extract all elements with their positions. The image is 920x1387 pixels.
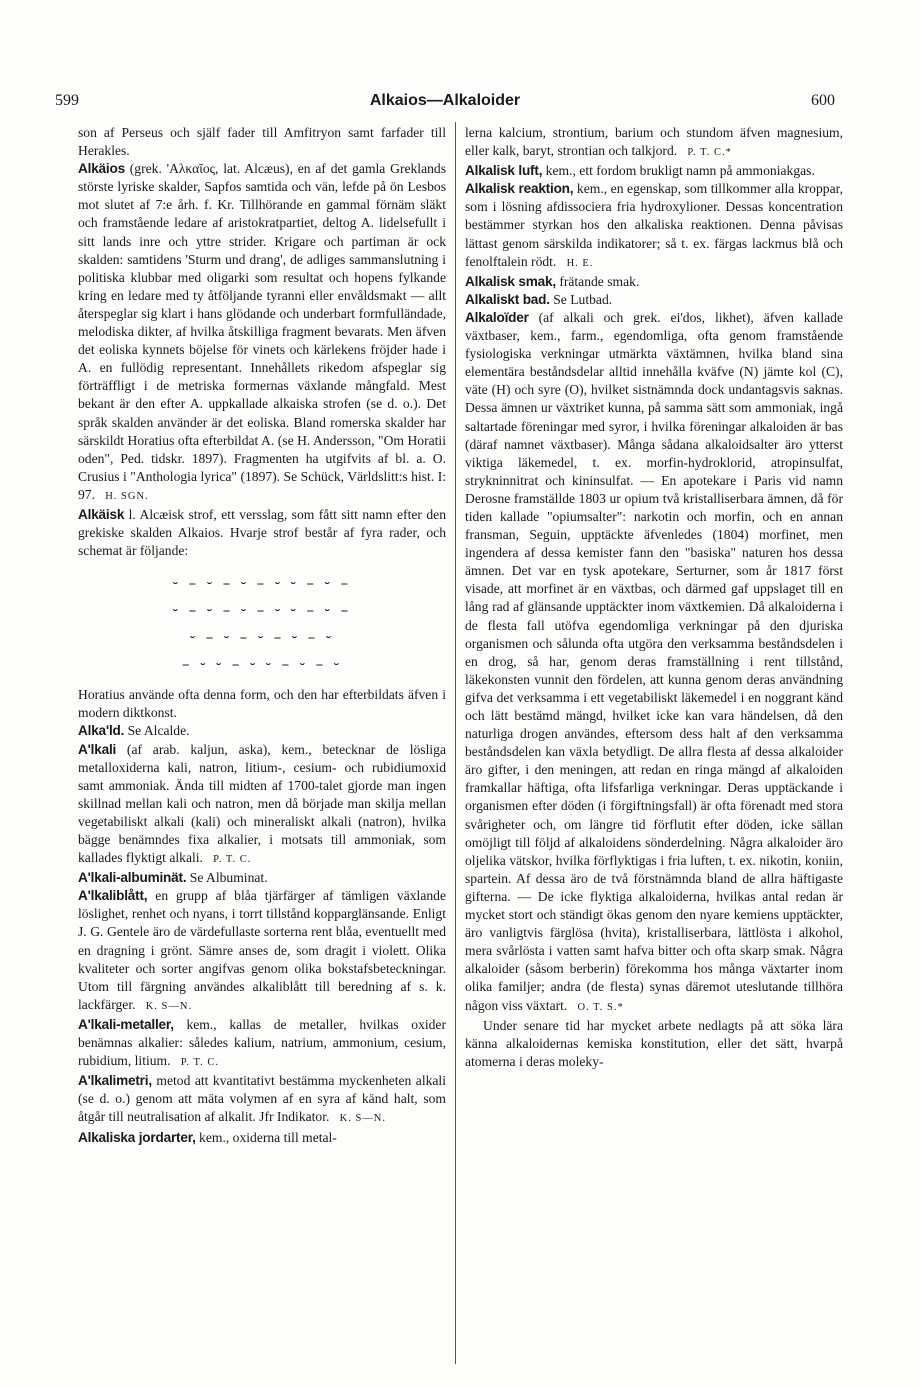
meter-line: – ⏑ ⏑ – ⏑ ⏑ – ⏑ – ⏑	[182, 655, 342, 674]
author-signature: O. T. S.*	[577, 1001, 624, 1013]
meter-line: ⏑ – ⏑ – ⏑ – ⏑ – ⏑	[189, 628, 335, 647]
entry-headword: Alkäios	[78, 161, 125, 177]
author-signature: P. T. C.	[180, 1057, 219, 1069]
entry-text: son af Perseus och själf fader till Amfitryon samt farfader till Herakles.	[78, 125, 446, 159]
entry-text: Se Lutbad.	[549, 291, 613, 307]
column-divider	[455, 122, 456, 1364]
dictionary-entry	[78, 869, 446, 887]
running-title: Alkaios—Alkaloider	[369, 92, 521, 109]
entry-text: en grupp af blåa tjärfärger af tämligen växlande löslighet, renhet och nyans, i torrt tillstånd kopparglänsande. Enligt J. G. Gentele äro de värdefullaste sorterna rent blåa, eventuellt med en dragning i grönt. Sämre anses de, som dragit i violett. Olika kvaliteter och sorter angifvas genom olika bokstafsbeteckningar. Utom till färgning användes alkaliblått till beredning af s. k. lackfärger.	[78, 888, 446, 1012]
entry-headword: A'lkali-albuminät.	[78, 870, 187, 886]
dictionary-entry	[465, 291, 843, 309]
author-signature: K. S—N.	[339, 1113, 386, 1125]
entry-headword: Alkäisk	[78, 506, 125, 522]
left-page-number: 599	[55, 92, 79, 109]
dictionary-entry	[465, 180, 843, 272]
dictionary-entry	[465, 162, 843, 180]
dictionary-entry	[465, 273, 843, 291]
text-paragraph	[465, 124, 843, 162]
entry-headword: A'lkaliblått,	[78, 888, 148, 904]
right-page-number: 600	[811, 92, 835, 109]
author-signature: P. T. C.*	[687, 147, 732, 159]
dictionary-entry	[78, 506, 446, 560]
entry-text: metod att kvantitativt bestämma myckenheten alkali (se d. o.) genom att mäta volymen af en syra af känd halt, som åtgår till neutralisation af alkalit. Jfr Indikator.	[78, 1073, 446, 1125]
entry-text: Horatius använde ofta denna form, och den har efterbildats äfven i modern diktkonst.	[78, 687, 446, 721]
dictionary-entry	[78, 1072, 446, 1128]
entry-headword: Alkalisk luft,	[465, 163, 543, 179]
dictionary-entry	[78, 887, 446, 1016]
entry-text: lerna kalcium, strontium, barium och stundom äfven magnesium, eller kalk, baryt, strontian och talkjord.	[465, 125, 843, 159]
entry-text: frätande smak.	[555, 273, 640, 289]
author-signature: P. T. C.	[213, 854, 252, 866]
meter-line: ⏑ – ⏑ – ⏑ – ⏑ ⏑ – ⏑ –	[172, 574, 352, 593]
dictionary-entry	[78, 1016, 446, 1072]
author-signature: K. S—N.	[145, 1000, 193, 1012]
dictionary-entry	[78, 160, 446, 506]
entry-headword: Alkalisk smak,	[465, 273, 556, 289]
author-signature: H. E.	[566, 257, 594, 269]
text-paragraph	[78, 686, 446, 722]
entry-headword: Alkaliskt bad.	[465, 291, 550, 307]
entry-text: kem., oxiderna till metal-	[195, 1129, 337, 1145]
entry-text: l. Alcæisk strof, ett versslag, som fått sitt namn efter den grekiske skalden Alkaios. Hvarje strof består af fyra rader, och schemat är följande:	[78, 506, 446, 559]
entry-text: (grek. 'Αλκαῖος, lat. Alcæus), en af det gamla Greklands störste lyriske skalder, Sapfos samtida och vän, lefde på ön Lesbos mot slutet af 7:e årh. f. Kr. Tillhörande en gammal förnäm släkt och framstående ledare af aristokratpartiet, deltog A. lidelsefullt i sitt lands inre och yttre strider. Krigare och partiman är ock skalden: samtidens 'Sturm und drang', de adliges sammanslutning i politiska klubbar med oligarki som resultat och hopens fylkande kring en ledare med ty åtföljande tyranni eller envåldsmakt — allt återspeglar sig klart i hans glödande och underbart formfulländade, melodiska dikter, af hvilka åtskilliga fragment bevarats. Men äfven det eoliska kynnets böjelse för vinets och kärlekens fröjder hade i A. en fullödig representant. Innehållets rikedom afspeglar sig förträffligt i de metriska formernas växlande mångfald. Mest bekant är den efter A. uppkallade alkaiska strofen (se d. o.). Det språk skalden använder är det eoliska. Bland romerska skalder har särskildt Horatius ofta efterbildat A. (se H. Andersson, "Om Horatii oden", Ped. tidskr. 1897). Fragmenten ha utgifvits af bl. a. O. Crusius i "Anthologia lyrica" (1897). Se Schück, Världslitt:s hist. I: 97.	[78, 161, 446, 502]
entry-headword: Alkaliska jordarter,	[78, 1129, 196, 1145]
left-column	[78, 124, 446, 1147]
entry-text: Se Albuminat.	[186, 870, 268, 886]
right-column	[465, 124, 843, 1071]
text-paragraph	[78, 124, 446, 160]
dictionary-entry	[78, 741, 446, 870]
text-paragraph	[465, 1017, 843, 1071]
entry-headword: A'lkalimetri,	[78, 1073, 152, 1089]
entry-headword: Alka'ld.	[78, 723, 125, 739]
dictionary-entry	[78, 722, 446, 740]
page-header	[55, 92, 835, 114]
entry-headword: Alkalisk reaktion,	[465, 181, 574, 197]
entry-text: kem., kallas de metaller, hvilkas oxider benämnas alkalier: således kalium, natrium, ammonium, cesium, rubidium, litium.	[78, 1016, 446, 1069]
dictionary-entry	[465, 309, 843, 1017]
metrical-scheme	[78, 570, 446, 678]
entry-text: kem., en egenskap, som tillkommer alla kroppar, som i lösning afdissociera fria hydroxylioner. Dessas koncentration bestämmer styrkan hos den alkaliska reaktionen. Denna påvisas lättast genom särskilda indikatorer; så t. ex. färgas lackmus blå och fenolftalein rödt.	[465, 181, 843, 269]
dictionary-entry	[78, 1129, 446, 1147]
meter-line: ⏑ – ⏑ – ⏑ – ⏑ ⏑ – ⏑ –	[172, 601, 352, 620]
entry-headword: Alkaloïder	[465, 309, 529, 325]
entry-text: kem., ett fordom brukligt namn på ammoniakgas.	[542, 163, 815, 179]
entry-headword: A'lkali	[78, 741, 117, 757]
entry-text: Under senare tid har mycket arbete nedlagts på att söka lära känna alkaloidernas kemiska konstitution, eller det sätt, hvarpå atomerna i deras moleky-	[465, 1017, 843, 1069]
entry-text: (af arab. kaljun, aska), kem., betecknar de lösliga metalloxiderna kali, natron, litium-, cesium- och rubidiumoxid samt ammoniak. Ända till midten af 1700-talet gjorde man ingen skillnad mellan kali och natron, men då började man skilja mellan vegetabiliskt alkali (kali) och mineraliskt alkali (natron), hvilka bägge benämndes fixa alkalier, i motsats till ammoniak, som kallades flyktigt alkali.	[78, 741, 446, 866]
entry-text: Se Alcalde.	[124, 723, 190, 739]
entry-text: (af alkali och grek. ei'dos, likhet), äfven kallade växtbaser, kem., farm., egendomliga, ofta genom framstående fysiologiska verkningar utmärkta växtämnen, hvilka bland sina elementära beståndsdelar alltid innehålla kväfve (N) jämte kol (C), väte (H) och syre (O), hvilket sistnämnda dock undantagsvis saknas. Dessa ämnen ur växtriket kunna, på samma sätt som ammoniak, ingå saltartade föreningar med syror, i hvilka föreningar alkaloiden är bas (däraf namnet växtbaser). Många sådana alkaloidsalter äro ytterst viktiga läkemedel, t. ex. morfin-hydroklorid, atropinsulfat, strykninnitrat och kininsulfat. — En apotekare i Paris vid namn Derosne framställde 1803 ur opium två kristalliserbara ämnen, då för tiden kallade "opiumsalter": narkotin och morfin, och en annan fransman, Seguin, upptäckte äfvenledes (1804) morfinet, men ingendera af dessa kemister fann den "basiska" naturen hos dessa ämnen. Det var en tysk apotekare, Serturner, som år 1817 först visade, att morfinet är en växtbas, och därmed gaf uppslaget till en lång rad af glänsande upptäckter inom växtkemien. Då alkaloiderna i de flesta fall utöfva egendomliga verkningar på den djuriska organismen och sålunda ofta utgöra den verksamma beståndsdelen i en drog, så har, genom deras framställning i rent tillstånd, läkekonsten vunnit den fördelen, att kunna genom deras användning gifva det verksamma i ett vegetabiliskt läkemedel i en noggrant känd och lätt bestämd mängd, hvilket icke kan vara händelsen, då den naturliga drogen användes, eftersom dess halt af den verksamma beståndsdelen kan växla betydligt. De allra flesta af dessa alkaloider äro gifter, i den meningen, att redan en ringa mängd af alkaloiden framkallar häftiga, ofta lifsfarliga verkningar. Deras upptäckande i organismen efter döden (i förgiftningsfall) är ofta förenadt med stora svårigheter och, om längre tid förflutit efter döden, icke sällan omöjligt till följd af alkaloidens sönderdelning. Några alkaloider äro oljelika vätskor, hvilka förflyktigas i fria luften, t. ex. nikotin, koniin, spartein. Af dessa äro de två förstnämnda bland de allra häftigaste gifterna. — De icke flyktiga alkaloiderna, hvilkas antal redan är mycket stort och ständigt ökas genom den nyare kemiens upptäckter, äro vanligtvis färglösa (hvita), kristalliserbara, lättlösta i alkohol, mera svårlösta i vatten samt hafva bitter och ofta skarp smak. Några alkaloider (såsom berberin) förekomma hos många växtarter inom olika familjer; andra (de flesta) synas däremot uteslutande tillhöra någon viss växtart.	[465, 309, 843, 1013]
entry-headword: A'lkali-metaller,	[78, 1016, 174, 1032]
author-signature: H. SGN.	[105, 490, 149, 502]
